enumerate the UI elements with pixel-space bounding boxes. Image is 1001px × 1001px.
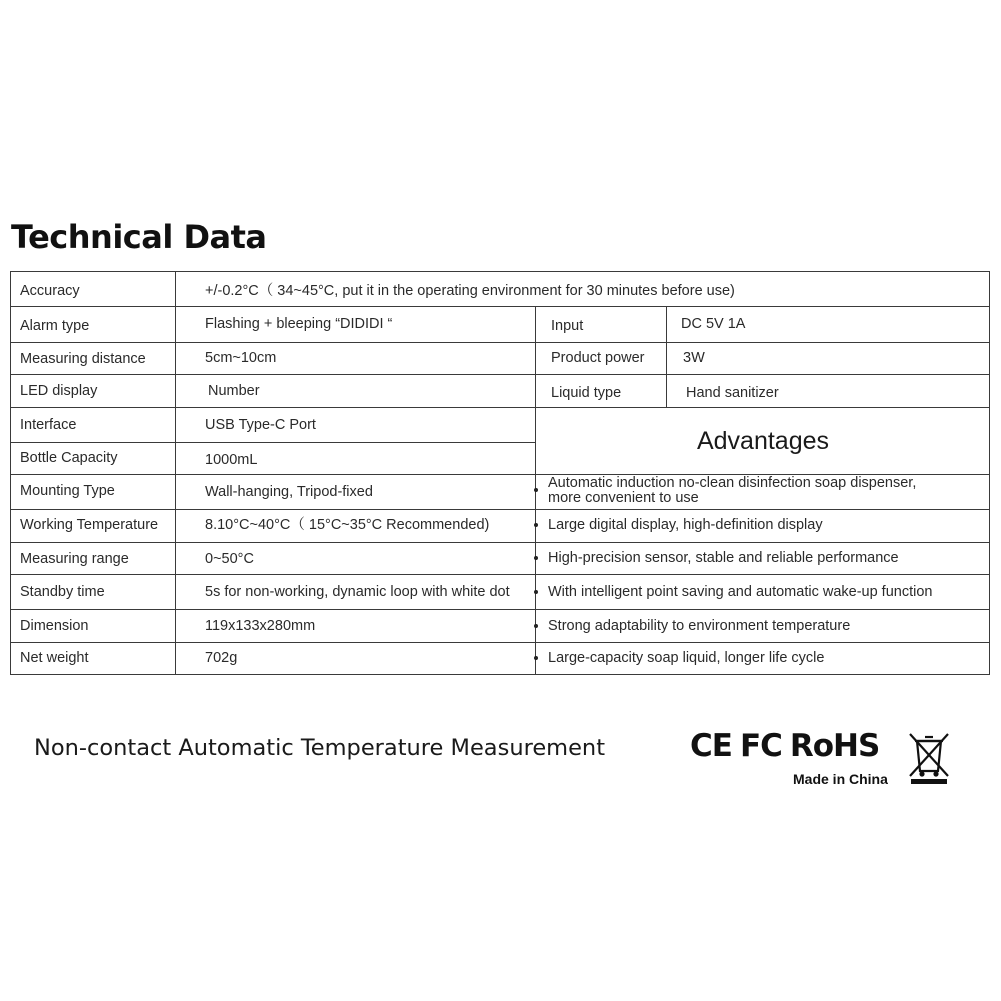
page-title: Technical Data (11, 218, 267, 256)
advantage-item: Strong adaptability to environment temperature (548, 618, 851, 634)
spec-value-bottle-capacity: 1000mL (205, 452, 258, 468)
spec-value-liquid-type: Hand sanitizer (686, 385, 779, 401)
spec-value-product-power: 3W (683, 350, 705, 366)
tagline: Non-contact Automatic Temperature Measurement (34, 735, 606, 761)
rohs-mark-icon: RoHS (789, 728, 880, 764)
advantage-item: Large digital display, high-definition display (548, 517, 823, 533)
spec-label-measuring-range: Measuring range (20, 551, 129, 567)
certification-logos (690, 728, 887, 764)
spec-label-liquid-type: Liquid type (551, 385, 622, 401)
spec-label-standby-time: Standby time (20, 584, 105, 600)
spec-label-bottle-capacity: Bottle Capacity (20, 450, 118, 466)
spec-label-led-display: LED display (20, 383, 98, 399)
advantage-item: With intelligent point saving and automatic wake-up function (548, 584, 933, 600)
spec-label-accuracy: Accuracy (20, 283, 80, 299)
ce-mark-icon: CE (690, 728, 732, 764)
spec-value-dimension: 119x133x280mm (205, 618, 316, 634)
spec-label-dimension: Dimension (20, 618, 89, 634)
spec-label-alarm-type: Alarm type (20, 318, 90, 334)
advantage-item: High-precision sensor, stable and reliable performance (548, 550, 899, 566)
spec-value-led-display: Number (208, 383, 260, 399)
made-in-label: Made in China (793, 771, 888, 787)
fc-mark-icon: FC (739, 728, 782, 764)
spec-value-mounting-type: Wall-hanging, Tripod-fixed (205, 484, 373, 500)
spec-label-measuring-distance: Measuring distance (20, 351, 146, 367)
spec-value-measuring-distance: 5cm~10cm (205, 350, 277, 366)
weee-bin-icon (907, 731, 951, 785)
advantage-item: Large-capacity soap liquid, longer life cycle (548, 650, 825, 666)
spec-value-measuring-range: 0~50°C (205, 551, 254, 567)
spec-value-interface: USB Type-C Port (205, 417, 316, 433)
spec-label-net-weight: Net weight (20, 650, 89, 666)
spec-value-standby-time: 5s for non-working, dynamic loop with white dot (205, 584, 510, 600)
spec-value-accuracy: +/-0.2°C（ 34~45°C, put it in the operating environment for 30 minutes before use) (205, 283, 735, 299)
spec-label-interface: Interface (20, 417, 77, 433)
advantage-item: Automatic induction no-clean disinfection soap dispenser, more convenient to use (548, 476, 948, 506)
spec-value-net-weight: 702g (205, 650, 238, 666)
advantages-title: Advantages (696, 427, 830, 455)
spec-label-input: Input (551, 318, 584, 334)
spec-value-alarm-type: Flashing + bleeping “DIDIDI “ (205, 316, 393, 332)
spec-table (10, 271, 990, 675)
spec-value-input: DC 5V 1A (681, 316, 746, 332)
spec-label-working-temperature: Working Temperature (20, 517, 159, 533)
spec-label-mounting-type: Mounting Type (20, 483, 115, 499)
spec-value-working-temperature: 8.10°C~40°C（ 15°C~35°C Recommended) (205, 517, 490, 533)
spec-label-product-power: Product power (551, 350, 645, 366)
